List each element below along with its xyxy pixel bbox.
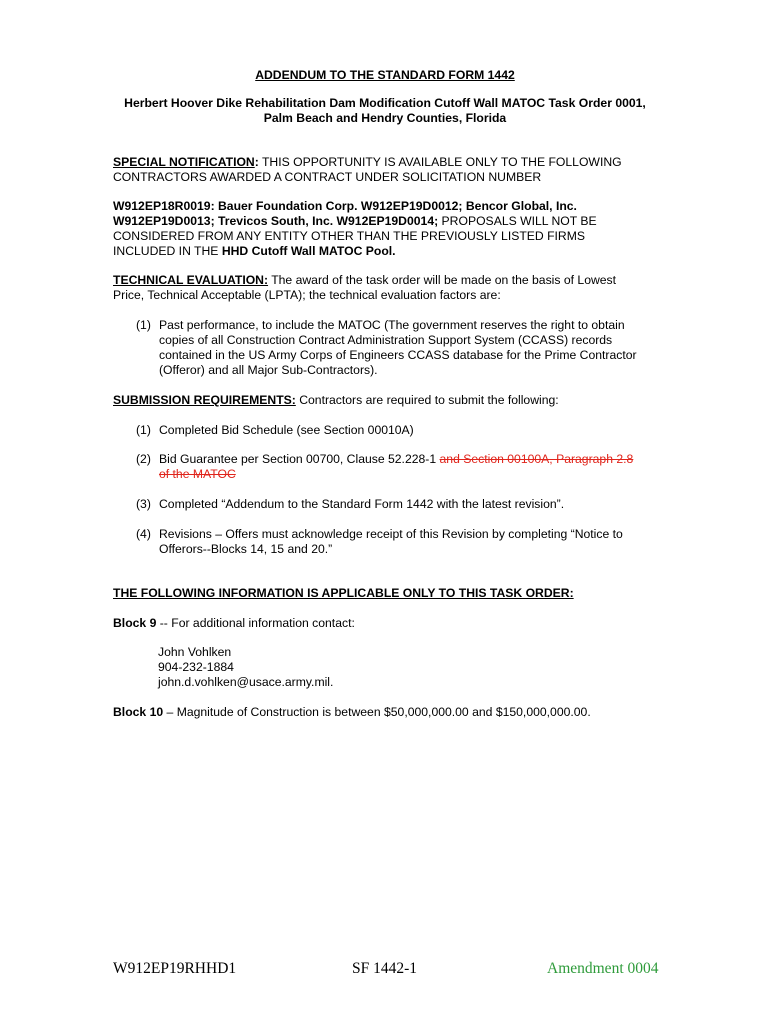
item-text: [159, 318, 658, 378]
block10-paragraph: [113, 705, 658, 720]
task-order-info-heading: THE FOLLOWING INFORMATION IS APPLICABLE ONLY TO THIS TASK ORDER:: [113, 586, 574, 600]
submission-item-4: [113, 527, 658, 557]
item-text-line: contained in the US Army Corps of Engineers CCASS database for the Prime Contractor: [159, 348, 637, 362]
submission-requirements-label: SUBMISSION REQUIREMENTS:: [113, 393, 296, 407]
submission-requirements-text: Contractors are required to submit the following:: [295, 393, 559, 407]
technical-evaluation-label: TECHNICAL EVALUATION:: [113, 273, 269, 287]
contact-block: [158, 645, 333, 690]
contractors-line2-bold: W912EP19D0013; Trevicos South, Inc. W912EP19D0014;: [113, 214, 439, 228]
submission-item-1: [113, 423, 658, 438]
block10-text: – Magnitude of Construction is between $50,000,000.00 and $150,000,000.00.: [163, 705, 591, 719]
contractors-line1: W912EP18R0019: Bauer Foundation Corp. W912EP19D0012; Bencor Global, Inc.: [113, 199, 577, 213]
item-text-line: Revisions – Offers must acknowledge receipt of this Revision by completing “Notice to: [159, 527, 623, 541]
submission-item-2: [113, 452, 658, 482]
technical-factor-item: [113, 318, 658, 378]
special-notification-text-line1: THIS OPPORTUNITY IS AVAILABLE ONLY TO THE FOLLOWING: [258, 155, 622, 169]
block10-label: Block 10: [113, 705, 164, 719]
project-subtitle-line2: Palm Beach and Hendry Counties, Florida: [263, 111, 507, 125]
item-number: (1): [136, 318, 151, 332]
footer-form-number: SF 1442-1: [352, 960, 418, 977]
item-text-line: Offerors--Blocks 14, 15 and 20.”: [159, 542, 333, 556]
technical-evaluation-text-line1: The award of the task order will be made on the basis of Lowest: [268, 273, 617, 287]
item-number: (1): [136, 423, 151, 437]
special-notification-colon: :: [254, 155, 259, 169]
page-title: ADDENDUM TO THE STANDARD FORM 1442: [255, 68, 515, 82]
special-notification-text-line2: CONTRACTORS AWARDED A CONTRACT UNDER SOLICITATION NUMBER: [113, 170, 542, 184]
contractors-pool-name: HHD Cutoff Wall MATOC Pool.: [221, 244, 396, 258]
submission-item-3: [113, 497, 658, 512]
deleted-text: of the MATOC: [159, 467, 236, 481]
item-text-line: copies of all Construction Contract Administration Support System (CCASS) records: [159, 333, 613, 347]
submission-requirements-paragraph: [113, 393, 658, 408]
contact-email: john.d.vohlken@usace.army.mil.: [158, 675, 334, 689]
project-subtitle-line1: Herbert Hoover Dike Rehabilitation Dam Modification Cutoff Wall MATOC Task Order 0001,: [124, 96, 646, 110]
technical-evaluation-text-line2: Price, Technical Acceptable (LPTA); the technical evaluation factors are:: [113, 288, 501, 302]
item-text-line: (Offeror) and all Major Sub-Contractors).: [159, 363, 378, 377]
contact-phone: 904-232-1884: [158, 660, 234, 674]
item-text: Completed “Addendum to the Standard Form 1442 with the latest revision”.: [159, 497, 565, 511]
contractors-line4-text: INCLUDED IN THE: [113, 244, 222, 258]
contact-name: John Vohlken: [158, 645, 232, 659]
contractors-paragraph: [113, 199, 658, 259]
item-text: Completed Bid Schedule (see Section 00010A): [159, 423, 414, 437]
item-number: (4): [136, 527, 151, 541]
technical-evaluation-paragraph: [113, 273, 658, 303]
block9-label: Block 9: [113, 616, 157, 630]
footer-amendment: Amendment 0004: [547, 960, 659, 977]
item-text-line: Past performance, to include the MATOC (The government reserves the right to obtain: [159, 318, 625, 332]
item-text: [159, 452, 658, 482]
contractors-line3: CONSIDERED FROM ANY ENTITY OTHER THAN THE PREVIOUSLY LISTED FIRMS: [113, 229, 586, 243]
item-number: (2): [136, 452, 151, 466]
footer-solicitation-number: W912EP19RHHD1: [113, 960, 237, 977]
contractors-line2-text: PROPOSALS WILL NOT BE: [438, 214, 597, 228]
special-notification-label: SPECIAL NOTIFICATION: [113, 155, 255, 169]
deleted-text: and Section 00100A, Paragraph 2.8: [439, 452, 634, 466]
block9-text: -- For additional information contact:: [156, 616, 355, 630]
special-notification-paragraph: [113, 155, 658, 185]
item-number: (3): [136, 497, 151, 511]
block9-paragraph: [113, 616, 658, 631]
item-text-main: Bid Guarantee per Section 00700, Clause 52.228-1: [159, 452, 440, 466]
item-text: [159, 527, 658, 557]
